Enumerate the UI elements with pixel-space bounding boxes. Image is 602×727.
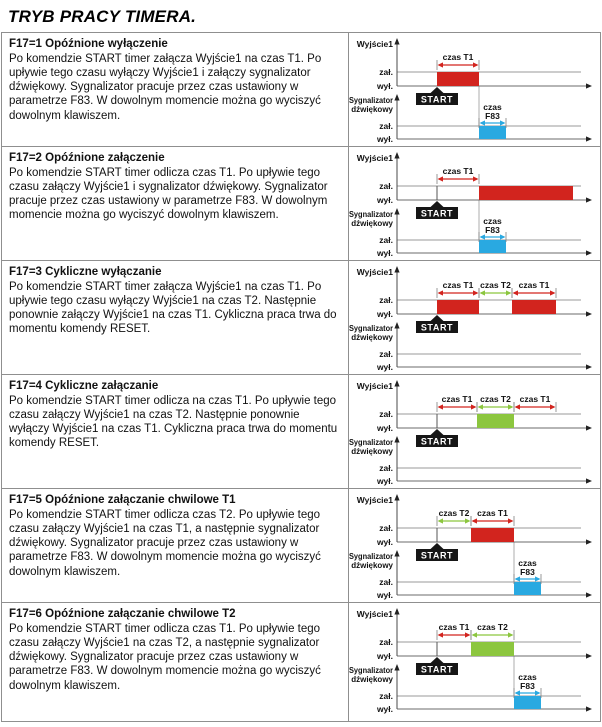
span-arrow-left-icon [438,518,444,523]
span-arrow-right-icon [508,404,514,409]
on-level-label: zał. [379,577,393,587]
span-arrow-left-icon [478,404,484,409]
timing-diagram-cell [349,33,600,146]
on-level-label: zał. [379,409,393,419]
on-level-label: zał. [379,637,393,647]
timing-diagram-cell [349,603,600,721]
page-title: TRYB PRACY TIMERA. [8,7,197,26]
span-duration-label: czas T2 [480,280,511,290]
time-axis-arrow-icon [586,311,592,316]
timing-diagram-cell [349,147,600,260]
span-duration-label: czas T2 [438,508,470,518]
output-pulse [471,642,514,656]
on-level-label: zał. [379,691,393,701]
span-arrow-left-icon [480,120,486,125]
span-duration-label: czas T1 [442,166,474,176]
span-duration-label: czas [483,102,502,112]
output-axis-label: Wyjście1 [356,381,393,391]
signal-axis-label: dźwiękowy [351,675,393,684]
mode-body-text: Po komendzie START timer odlicza czas T1. Po upływie tego czasu załączy Wyjście1 na czas T2, a następnie sygnalizator dźwiękowy. Sygnalizator pracuje przez czas ustawiony w parametrze F83. W dowolnym momencie można go wyciszyć dowolnym klawiszem. [9,622,321,692]
span-arrow-left-icon [480,290,486,295]
signal-pulse [514,582,541,595]
span-arrow-left-icon [472,518,478,523]
signal-axis-label: Sygnalizator [349,324,393,333]
timing-diagram-cell [349,261,600,374]
start-marker-pointer-icon [431,315,444,321]
on-level-label: zał. [379,121,393,131]
timing-diagram-svg [349,148,599,260]
off-level-label: wył. [376,362,393,372]
start-marker-pointer-icon [431,543,444,549]
mode-description-cell [2,489,349,602]
time-axis-arrow-icon [586,592,592,597]
start-marker-pointer-icon [431,429,444,435]
span-arrow-right-icon [473,176,479,181]
axis-arrow-icon [394,94,399,101]
mode-description-cell [2,603,349,721]
span-duration-label: F83 [485,225,500,235]
span-duration-label: czas T1 [438,622,470,632]
start-marker-pointer-icon [431,201,444,207]
signal-axis-label: Sygnalizator [349,438,393,447]
mode-description-cell [2,261,349,374]
timing-diagram-svg [349,262,599,374]
mode-body-text: Po komendzie START timer odlicza czas T1. Po upływie tego czasu załączy Wyjście1 i sygnalizator dźwiękowy. Sygnalizator pracuje przez czas ustawiony w parametrze F83. W dowolnym momencie można go wyciszyć dowolnym klawiszem. [9,166,328,222]
span-arrow-right-icon [508,632,514,637]
start-marker-label: START [420,436,454,447]
off-level-label: wył. [376,134,393,144]
output-axis-label: Wyjście1 [356,39,393,49]
span-duration-label: czas T1 [441,394,473,404]
span-arrow-left-icon [480,234,486,239]
span-arrow-right-icon [506,290,512,295]
time-axis-arrow-icon [586,197,592,202]
output-pulse [437,300,479,314]
on-level-label: zał. [379,295,393,305]
start-marker-label: START [420,94,454,105]
axis-arrow-icon [394,494,399,501]
timing-diagram-svg [349,490,599,602]
span-duration-label: F83 [520,567,535,577]
span-duration-label: F83 [520,681,535,691]
span-arrow-right-icon [500,120,506,125]
span-arrow-left-icon [515,404,521,409]
span-duration-label: czas T1 [519,394,551,404]
start-marker-label: START [420,322,454,333]
axis-arrow-icon [394,550,399,557]
axis-arrow-icon [394,664,399,671]
timing-diagram-cell [349,489,600,602]
signal-pulse [479,240,506,253]
span-arrow-left-icon [515,690,521,695]
off-level-label: wył. [376,704,393,714]
output-axis-label: Wyjście1 [356,267,393,277]
mode-heading: F17=5 Opóźnione załączanie chwilowe T1 [9,494,236,506]
time-axis-arrow-icon [586,478,592,483]
start-marker-pointer-icon [431,657,444,663]
span-duration-label: czas T1 [442,280,474,290]
off-level-label: wył. [376,195,393,205]
on-level-label: zał. [379,349,393,359]
output-pulse [512,300,556,314]
on-level-label: zał. [379,463,393,473]
output-pulse [471,528,514,542]
time-axis-arrow-icon [586,364,592,369]
off-level-label: wył. [376,81,393,91]
off-level-label: wył. [376,537,393,547]
output-pulse [479,186,573,200]
mode-row-f17-2 [2,147,600,261]
timer-modes-table [1,32,601,722]
timing-diagram-svg [349,34,599,146]
span-arrow-right-icon [535,690,541,695]
span-arrow-right-icon [473,290,479,295]
axis-arrow-icon [394,380,399,387]
signal-pulse [514,696,541,709]
span-arrow-right-icon [535,576,541,581]
off-level-label: wył. [376,309,393,319]
mode-body-text: Po komendzie START timer załącza Wyjście1 na czas T1. Po upływie tego czasu wyłączy Wyjście1 na czas T2. Następnie ponownie załączy Wyjście1 na czas T1. Cykliczna praca trwa do momentu komendy RESET. [9,280,337,336]
signal-axis-label: dźwiękowy [351,561,393,570]
span-arrow-right-icon [465,632,471,637]
off-level-label: wył. [376,423,393,433]
time-axis-arrow-icon [586,539,592,544]
span-arrow-right-icon [508,518,514,523]
timing-diagram-cell [349,375,600,488]
off-level-label: wył. [376,590,393,600]
span-duration-label: czas T1 [442,52,474,62]
time-axis-arrow-icon [586,425,592,430]
output-pulse [437,72,479,86]
axis-arrow-icon [394,322,399,329]
span-arrow-right-icon [500,234,506,239]
output-axis-label: Wyjście1 [356,153,393,163]
span-arrow-right-icon [473,62,479,67]
output-axis-label: Wyjście1 [356,609,393,619]
axis-arrow-icon [394,436,399,443]
span-arrow-left-icon [438,290,444,295]
mode-heading: F17=1 Opóźnione wyłączenie [9,38,168,50]
span-arrow-left-icon [438,62,444,67]
mode-description-cell [2,375,349,488]
mode-body-text: Po komendzie START timer odlicza na czas T1. Po upływie tego czasu załączy Wyjście1 na czas T2. Następnie ponownie wyłączy Wyjście1 na czas T1. Cykliczna praca trwa do momentu komendy RESET. [9,394,338,450]
start-marker-label: START [420,208,454,219]
mode-row-f17-3 [2,261,600,375]
span-arrow-right-icon [471,404,477,409]
mode-body-text: Po komendzie START timer odlicza czas T2. Po upływie tego czasu załączy Wyjście1 na czas T1, a następnie sygnalizator dźwiękowy. Sygnalizator pracuje przez czas ustawiony w parametrze F83. W dowolnym momencie można go wyciszyć dowolnym klawiszem. [9,508,321,578]
time-axis-arrow-icon [586,250,592,255]
mode-description-cell [2,33,349,146]
span-arrow-right-icon [550,404,556,409]
signal-axis-label: dźwiękowy [351,333,393,342]
time-axis-arrow-icon [586,83,592,88]
span-arrow-left-icon [513,290,519,295]
on-level-label: zał. [379,181,393,191]
time-axis-arrow-icon [586,706,592,711]
mode-row-f17-4 [2,375,600,489]
span-arrow-right-icon [465,518,471,523]
time-axis-arrow-icon [586,653,592,658]
start-marker-pointer-icon [431,87,444,93]
span-arrow-left-icon [438,632,444,637]
span-arrow-left-icon [438,404,444,409]
axis-arrow-icon [394,152,399,159]
mode-description-cell [2,147,349,260]
signal-pulse [479,126,506,139]
mode-heading: F17=2 Opóźnione załączenie [9,152,165,164]
timing-diagram-svg [349,604,599,720]
axis-arrow-icon [394,266,399,273]
axis-arrow-icon [394,38,399,45]
mode-body-text: Po komendzie START timer załącza Wyjście1 na czas T1. Po upływie tego czasu wyłączy Wyjście1 i załączy sygnalizator dźwiękowy. Sygnalizator pracuje przez czas ustawiony w parametrze F83. W dowolnym momencie można go wyciszyć dowolnym klawiszem. [9,52,322,122]
on-level-label: zał. [379,67,393,77]
on-level-label: zał. [379,523,393,533]
off-level-label: wył. [376,476,393,486]
mode-heading: F17=6 Opóźnione załączanie chwilowe T2 [9,608,236,620]
mode-heading: F17=3 Cykliczne wyłączanie [9,266,162,278]
signal-axis-label: dźwiękowy [351,105,393,114]
span-arrow-right-icon [550,290,556,295]
off-level-label: wył. [376,248,393,258]
on-level-label: zał. [379,235,393,245]
start-marker-label: START [420,550,454,561]
output-axis-label: Wyjście1 [356,495,393,505]
span-arrow-left-icon [438,176,444,181]
off-level-label: wył. [376,651,393,661]
mode-row-f17-6 [2,603,600,721]
span-duration-label: czas T1 [518,280,550,290]
span-duration-label: czas T2 [480,394,511,404]
span-duration-label: czas [518,558,537,568]
span-duration-label: czas [483,216,502,226]
span-duration-label: czas T1 [477,508,508,518]
signal-axis-label: Sygnalizator [349,552,393,561]
mode-heading: F17=4 Cykliczne załączanie [9,380,159,392]
signal-axis-label: dźwiękowy [351,219,393,228]
span-duration-label: F83 [485,111,500,121]
signal-axis-label: Sygnalizator [349,666,393,675]
span-duration-label: czas T2 [477,622,508,632]
mode-row-f17-1 [2,33,600,147]
axis-arrow-icon [394,608,399,615]
axis-arrow-icon [394,208,399,215]
timing-diagram-svg [349,376,599,488]
span-arrow-left-icon [515,576,521,581]
output-pulse [477,414,514,428]
start-marker-label: START [420,664,454,675]
span-arrow-left-icon [472,632,478,637]
time-axis-arrow-icon [586,136,592,141]
mode-row-f17-5 [2,489,600,603]
signal-axis-label: Sygnalizator [349,210,393,219]
span-duration-label: czas [518,672,537,682]
signal-axis-label: Sygnalizator [349,96,393,105]
signal-axis-label: dźwiękowy [351,447,393,456]
